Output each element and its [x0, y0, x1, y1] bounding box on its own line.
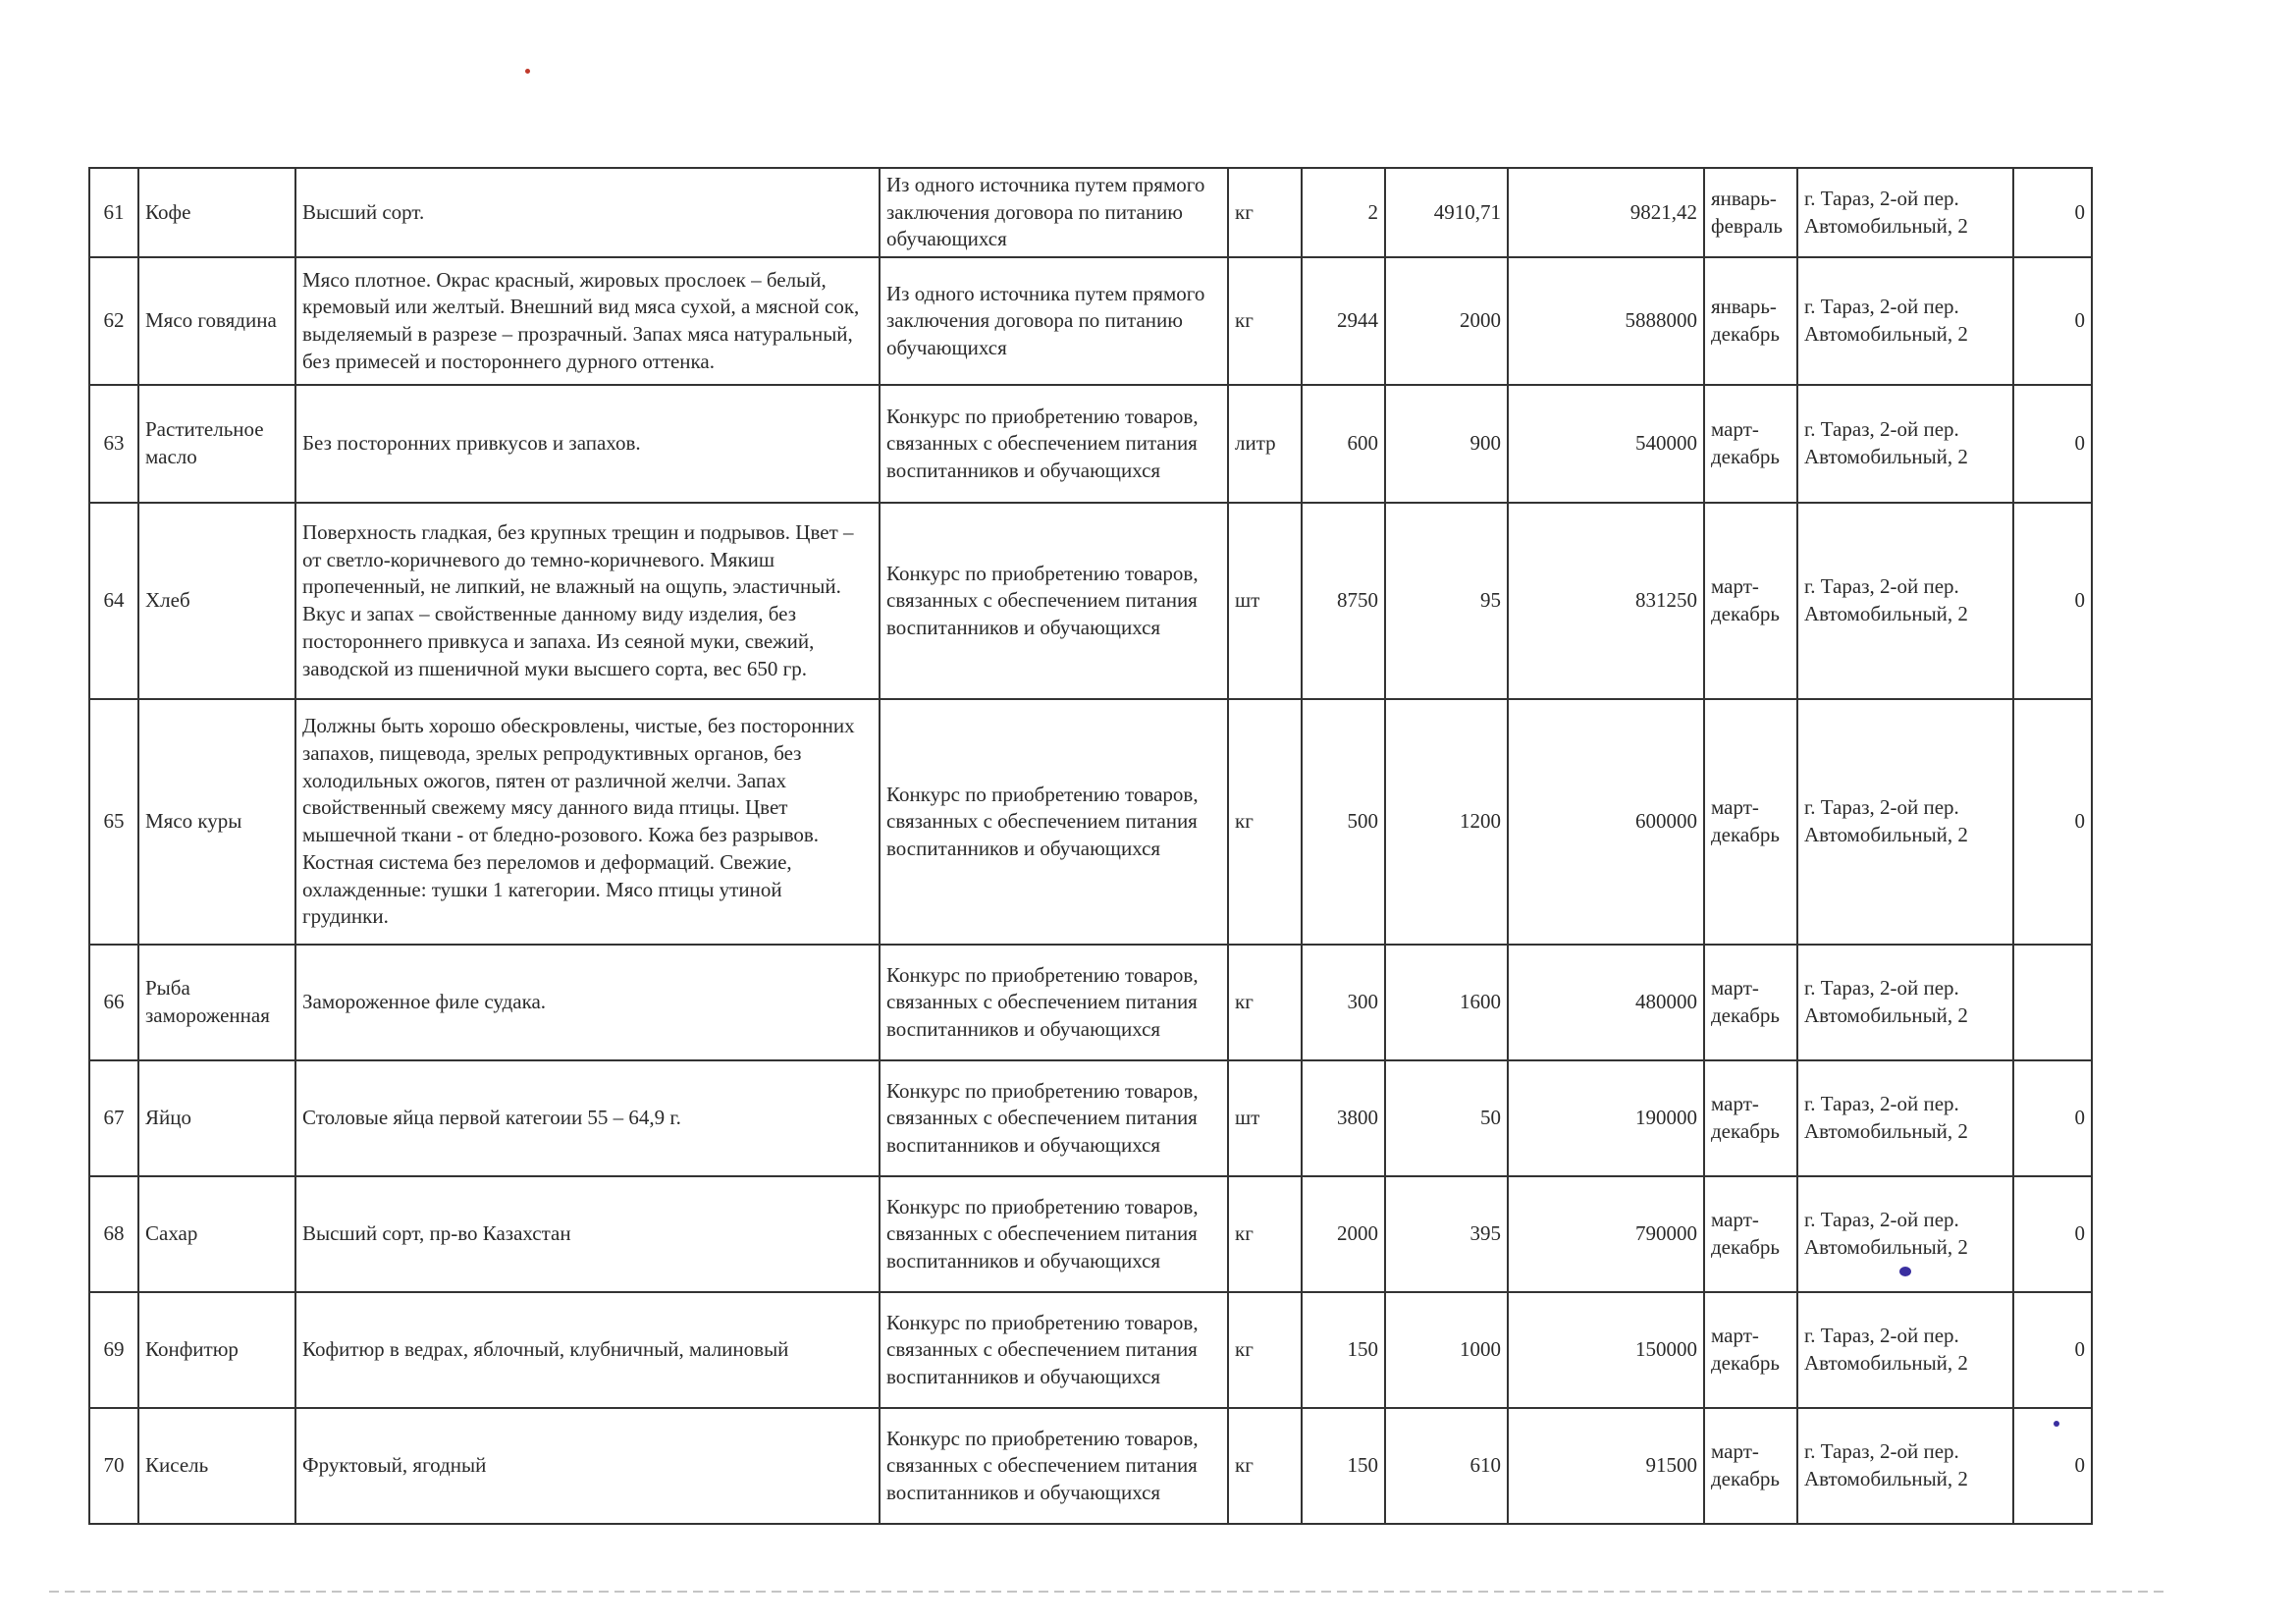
- table-row: [89, 1292, 2092, 1408]
- cell-item-name: Кофе: [138, 168, 295, 257]
- cell-row-number: 61: [89, 168, 138, 257]
- cell-item-description: Без посторонних привкусов и запахов.: [295, 385, 880, 503]
- cell-advance-percent: 0: [2013, 1176, 2092, 1292]
- cell-total-sum: 9821,42: [1508, 168, 1704, 257]
- cell-unit: кг: [1228, 699, 1302, 945]
- cell-quantity: 2944: [1302, 257, 1385, 385]
- cell-delivery-address: г. Тараз, 2-ой пер. Автомобильный, 2: [1797, 385, 2013, 503]
- cell-advance-percent: 0: [2013, 385, 2092, 503]
- cell-item-name: Растительное масло: [138, 385, 295, 503]
- cell-quantity: 150: [1302, 1408, 1385, 1524]
- cell-unit: кг: [1228, 1176, 1302, 1292]
- procurement-table: [88, 167, 2093, 1525]
- cell-delivery-period: март-декабрь: [1704, 385, 1797, 503]
- cell-row-number: 66: [89, 945, 138, 1060]
- cell-delivery-period: март-декабрь: [1704, 945, 1797, 1060]
- cell-row-number: 69: [89, 1292, 138, 1408]
- table-row: [89, 385, 2092, 503]
- cell-procurement-method: Конкурс по приобретению товаров, связанных с обеспечением питания воспитанников и обучающихся: [880, 945, 1228, 1060]
- cell-quantity: 600: [1302, 385, 1385, 503]
- cell-quantity: 2000: [1302, 1176, 1385, 1292]
- cell-quantity: 3800: [1302, 1060, 1385, 1176]
- cell-delivery-address: г. Тараз, 2-ой пер. Автомобильный, 2: [1797, 1292, 2013, 1408]
- table-row: [89, 1176, 2092, 1292]
- table-row: [89, 503, 2092, 699]
- cell-unit-price: 900: [1385, 385, 1508, 503]
- table-row: [89, 168, 2092, 257]
- cell-item-name: Сахар: [138, 1176, 295, 1292]
- cell-unit-price: 610: [1385, 1408, 1508, 1524]
- cell-procurement-method: Конкурс по приобретению товаров, связанных с обеспечением питания воспитанников и обучающихся: [880, 503, 1228, 699]
- cell-delivery-address: г. Тараз, 2-ой пер. Автомобильный, 2: [1797, 257, 2013, 385]
- cell-delivery-period: март-декабрь: [1704, 1060, 1797, 1176]
- cell-row-number: 70: [89, 1408, 138, 1524]
- cell-delivery-period: март-декабрь: [1704, 1176, 1797, 1292]
- cell-total-sum: 91500: [1508, 1408, 1704, 1524]
- cell-item-description: Столовые яйца первой категоии 55 – 64,9 г.: [295, 1060, 880, 1176]
- table-row: [89, 699, 2092, 945]
- cell-item-description: Фруктовый, ягодный: [295, 1408, 880, 1524]
- cell-item-name: Мясо говядина: [138, 257, 295, 385]
- cell-row-number: 68: [89, 1176, 138, 1292]
- cell-item-description: Замороженное филе судака.: [295, 945, 880, 1060]
- cell-item-description: Высший сорт, пр-во Казахстан: [295, 1176, 880, 1292]
- cell-advance-percent: 0: [2013, 257, 2092, 385]
- cell-row-number: 65: [89, 699, 138, 945]
- red-speck: [525, 69, 530, 74]
- cell-total-sum: 790000: [1508, 1176, 1704, 1292]
- cell-delivery-period: январь-декабрь: [1704, 257, 1797, 385]
- table-row: [89, 1408, 2092, 1524]
- cell-delivery-address: г. Тараз, 2-ой пер. Автомобильный, 2: [1797, 168, 2013, 257]
- cell-unit: литр: [1228, 385, 1302, 503]
- cell-unit-price: 95: [1385, 503, 1508, 699]
- cell-delivery-address: г. Тараз, 2-ой пер. Автомобильный, 2: [1797, 1408, 2013, 1524]
- cell-row-number: 63: [89, 385, 138, 503]
- cell-delivery-address: г. Тараз, 2-ой пер. Автомобильный, 2: [1797, 699, 2013, 945]
- cell-advance-percent: 0: [2013, 168, 2092, 257]
- cell-delivery-address: г. Тараз, 2-ой пер. Автомобильный, 2: [1797, 503, 2013, 699]
- cell-quantity: 2: [1302, 168, 1385, 257]
- cell-unit: кг: [1228, 168, 1302, 257]
- cell-advance-percent: 0: [2013, 1408, 2092, 1524]
- cell-delivery-address: г. Тараз, 2-ой пер. Автомобильный, 2: [1797, 945, 2013, 1060]
- cell-row-number: 67: [89, 1060, 138, 1176]
- cell-unit: кг: [1228, 1408, 1302, 1524]
- cell-total-sum: 600000: [1508, 699, 1704, 945]
- cell-item-description: Поверхность гладкая, без крупных трещин и подрывов. Цвет – от светло-коричневого до темно-коричневого. Мякиш пропеченный, не липкий, не влажный на ощупь, эластичный. Вкус и запах – свойственные данному виду изделия, без постороннего привкуса и запаха. Из сеяной муки, свежий, заводской из пшеничной муки высшего сорта, вес 650 гр.: [295, 503, 880, 699]
- cell-delivery-period: март-декабрь: [1704, 699, 1797, 945]
- cell-item-name: Хлеб: [138, 503, 295, 699]
- table-row: [89, 1060, 2092, 1176]
- cell-total-sum: 540000: [1508, 385, 1704, 503]
- cell-unit-price: 2000: [1385, 257, 1508, 385]
- cell-unit: шт: [1228, 503, 1302, 699]
- cell-procurement-method: Из одного источника путем прямого заключения договора по питанию обучающихся: [880, 168, 1228, 257]
- cell-item-name: Кисель: [138, 1408, 295, 1524]
- cell-row-number: 62: [89, 257, 138, 385]
- cell-unit: шт: [1228, 1060, 1302, 1176]
- cell-unit: кг: [1228, 1292, 1302, 1408]
- cell-advance-percent: 0: [2013, 699, 2092, 945]
- table-row: [89, 257, 2092, 385]
- cell-quantity: 300: [1302, 945, 1385, 1060]
- cell-delivery-address: г. Тараз, 2-ой пер. Автомобильный, 2: [1797, 1176, 2013, 1292]
- cell-unit-price: 1000: [1385, 1292, 1508, 1408]
- cell-delivery-period: март-декабрь: [1704, 1408, 1797, 1524]
- cell-procurement-method: Конкурс по приобретению товаров, связанных с обеспечением питания воспитанников и обучающихся: [880, 699, 1228, 945]
- cell-total-sum: 480000: [1508, 945, 1704, 1060]
- cell-delivery-period: март-декабрь: [1704, 503, 1797, 699]
- cell-procurement-method: Конкурс по приобретению товаров, связанных с обеспечением питания воспитанников и обучающихся: [880, 1408, 1228, 1524]
- cell-delivery-period: январь-февраль: [1704, 168, 1797, 257]
- cell-delivery-address: г. Тараз, 2-ой пер. Автомобильный, 2: [1797, 1060, 2013, 1176]
- table-body: [89, 168, 2092, 1524]
- cell-procurement-method: Конкурс по приобретению товаров, связанных с обеспечением питания воспитанников и обучающихся: [880, 385, 1228, 503]
- cell-advance-percent: 0: [2013, 503, 2092, 699]
- cell-unit: кг: [1228, 257, 1302, 385]
- cell-quantity: 150: [1302, 1292, 1385, 1408]
- cell-item-description: Высший сорт.: [295, 168, 880, 257]
- cell-unit: кг: [1228, 945, 1302, 1060]
- cell-quantity: 8750: [1302, 503, 1385, 699]
- cell-advance-percent: 0: [2013, 1292, 2092, 1408]
- cell-item-name: Рыба замороженная: [138, 945, 295, 1060]
- cell-total-sum: 5888000: [1508, 257, 1704, 385]
- cell-item-description: Мясо плотное. Окрас красный, жировых прослоек – белый, кремовый или желтый. Внешний вид мяса сухой, а мясной сок, выделяемый в разрезе – прозрачный. Запах мяса натуральный, без примесей и постороннего дурного оттенка.: [295, 257, 880, 385]
- cell-unit-price: 4910,71: [1385, 168, 1508, 257]
- cell-unit-price: 395: [1385, 1176, 1508, 1292]
- cell-total-sum: 150000: [1508, 1292, 1704, 1408]
- cell-advance-percent: [2013, 945, 2092, 1060]
- cell-item-name: Конфитюр: [138, 1292, 295, 1408]
- cell-unit-price: 50: [1385, 1060, 1508, 1176]
- table-row: [89, 945, 2092, 1060]
- cell-procurement-method: Из одного источника путем прямого заключения договора по питанию обучающихся: [880, 257, 1228, 385]
- cell-procurement-method: Конкурс по приобретению товаров, связанных с обеспечением питания воспитанников и обучающихся: [880, 1176, 1228, 1292]
- cell-delivery-period: март-декабрь: [1704, 1292, 1797, 1408]
- cell-procurement-method: Конкурс по приобретению товаров, связанных с обеспечением питания воспитанников и обучающихся: [880, 1292, 1228, 1408]
- cell-total-sum: 190000: [1508, 1060, 1704, 1176]
- cell-procurement-method: Конкурс по приобретению товаров, связанных с обеспечением питания воспитанников и обучающихся: [880, 1060, 1228, 1176]
- cell-item-description: Кофитюр в ведрах, яблочный, клубничный, малиновый: [295, 1292, 880, 1408]
- cell-unit-price: 1200: [1385, 699, 1508, 945]
- cell-item-name: Мясо куры: [138, 699, 295, 945]
- cell-advance-percent: 0: [2013, 1060, 2092, 1176]
- cell-quantity: 500: [1302, 699, 1385, 945]
- scan-edge-line: [49, 1591, 2169, 1593]
- cell-item-description: Должны быть хорошо обескровлены, чистые, без посторонних запахов, пищевода, зрелых репродуктивных органов, без холодильных ожогов, пятен от различной желчи. Запах свойственный свежему мясу данного вида птицы. Цвет мышечной ткани - от бледно-розового. Кожа без разрывов. Костная система без переломов и деформаций. Свежие, охлажденные: тушки 1 категории. Мясо птицы утиной грудинки.: [295, 699, 880, 945]
- cell-row-number: 64: [89, 503, 138, 699]
- cell-unit-price: 1600: [1385, 945, 1508, 1060]
- cell-total-sum: 831250: [1508, 503, 1704, 699]
- cell-item-name: Яйцо: [138, 1060, 295, 1176]
